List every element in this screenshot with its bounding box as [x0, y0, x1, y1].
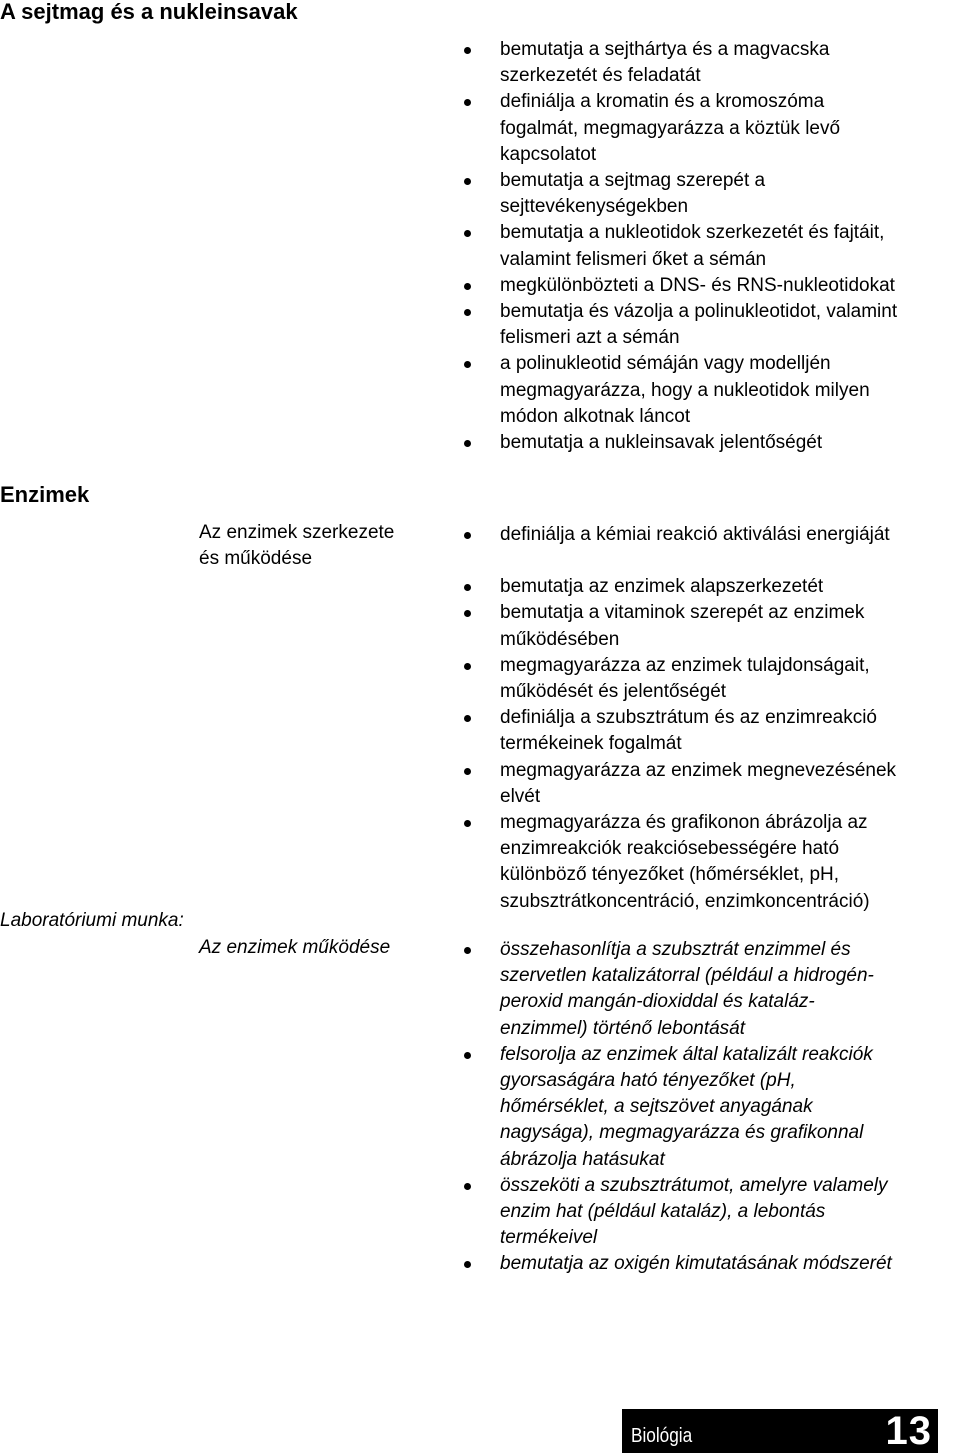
bullet-icon	[464, 283, 471, 290]
list-item: bemutatja az enzimek alapszerkezetét	[464, 574, 960, 600]
section-title-enzymes: Enzimek	[0, 482, 90, 507]
bullet-icon	[464, 947, 471, 954]
list-item: definiálja a kémiai reakció aktiválási energiáját	[464, 522, 960, 548]
objective-list-lab-work	[464, 937, 960, 1278]
list-item: bemutatja a nukleotidok szerkezetét és fajtáit, valamint felismeri őket a sémán	[464, 220, 960, 272]
footer-badge	[622, 1409, 938, 1453]
subtopic-enzyme-structure: Az enzimek szerkezete és működése	[199, 522, 395, 569]
list-item: bemutatja a nukleinsavak jelentőségét	[464, 430, 960, 456]
footer-subject: Biológia	[631, 1425, 693, 1447]
bullet-icon	[464, 178, 471, 185]
bullet-icon	[464, 715, 471, 722]
list-item: bemutatja és vázolja a polinukleotidot, valamint felismeri azt a sémán	[464, 299, 960, 351]
list-item: összehasonlítja a szubsztrát enzimmel és szervetlen katalizátorral (például a hidrogén- peroxid mangán-dioxiddal és kataláz- enzimmel) történő lebontását	[464, 937, 960, 1042]
subtopic-enzyme-function: Az enzimek működése	[199, 937, 391, 958]
list-item: felsorolja az enzimek által katalizált reakciók gyorsaságára ható tényezőket (pH, hőmérséklet, a sejtszövet anyagának nagysága), megmagyarázza és grafikonnal ábrázolja hatásukat	[464, 1042, 960, 1173]
bullet-icon	[464, 1261, 471, 1268]
section-title-cell-nucleus: A sejtmag és a nukleinsavak	[0, 0, 298, 24]
objective-list-cell-nucleus	[464, 37, 960, 456]
list-item: bemutatja a sejthártya és a magvacska szerkezetét és feladatát	[464, 37, 960, 89]
list-item: megmagyarázza és grafikonon ábrázolja az enzimreakciók reakciósebességére ható különböző tényezőket (hőmérséklet, pH, szubsztrátkoncentráció, enzimkoncentráció)	[464, 810, 960, 915]
bullet-icon	[464, 532, 471, 539]
bullet-icon	[464, 768, 471, 775]
list-item: bemutatja a sejtmag szerepét a sejttevékenységekben	[464, 168, 960, 220]
bullet-icon	[464, 1183, 471, 1190]
bullet-icon	[464, 361, 471, 368]
bullet-icon	[464, 440, 471, 447]
bullet-icon	[464, 820, 471, 827]
list-item: megmagyarázza az enzimek megnevezésének elvét	[464, 758, 960, 810]
bullet-icon	[464, 47, 471, 54]
bullet-icon	[464, 584, 471, 591]
bullet-icon	[464, 309, 471, 316]
objective-list-enzymes	[464, 522, 960, 915]
list-item: definiálja a szubsztrátum és az enzimreakció termékeinek fogalmát	[464, 705, 960, 757]
list-item: megkülönbözteti a DNS- és RNS-nukleotidokat	[464, 273, 960, 299]
bullet-icon	[464, 663, 471, 670]
bullet-icon	[464, 230, 471, 237]
lab-work-label: Laboratóriumi munka:	[0, 910, 184, 931]
list-item: bemutatja a vitaminok szerepét az enzimek működésében	[464, 600, 960, 652]
list-item: a polinukleotid sémáján vagy modelljén megmagyarázza, hogy a nukleotidok milyen módon alkotnak láncot	[464, 351, 960, 430]
page-number: 13	[885, 1409, 932, 1453]
list-item: bemutatja az oxigén kimutatásának módszerét	[464, 1251, 960, 1277]
list-item: összeköti a szubsztrátumot, amelyre valamely enzim hat (például kataláz), a lebontás termékeivel	[464, 1173, 960, 1252]
bullet-icon	[464, 610, 471, 617]
list-item: definiálja a kromatin és a kromoszóma fogalmát, megmagyarázza a köztük levő kapcsolatot	[464, 89, 960, 168]
bullet-icon	[464, 1052, 471, 1059]
list-item: megmagyarázza az enzimek tulajdonságait, működését és jelentőségét	[464, 653, 960, 705]
bullet-icon	[464, 99, 471, 106]
